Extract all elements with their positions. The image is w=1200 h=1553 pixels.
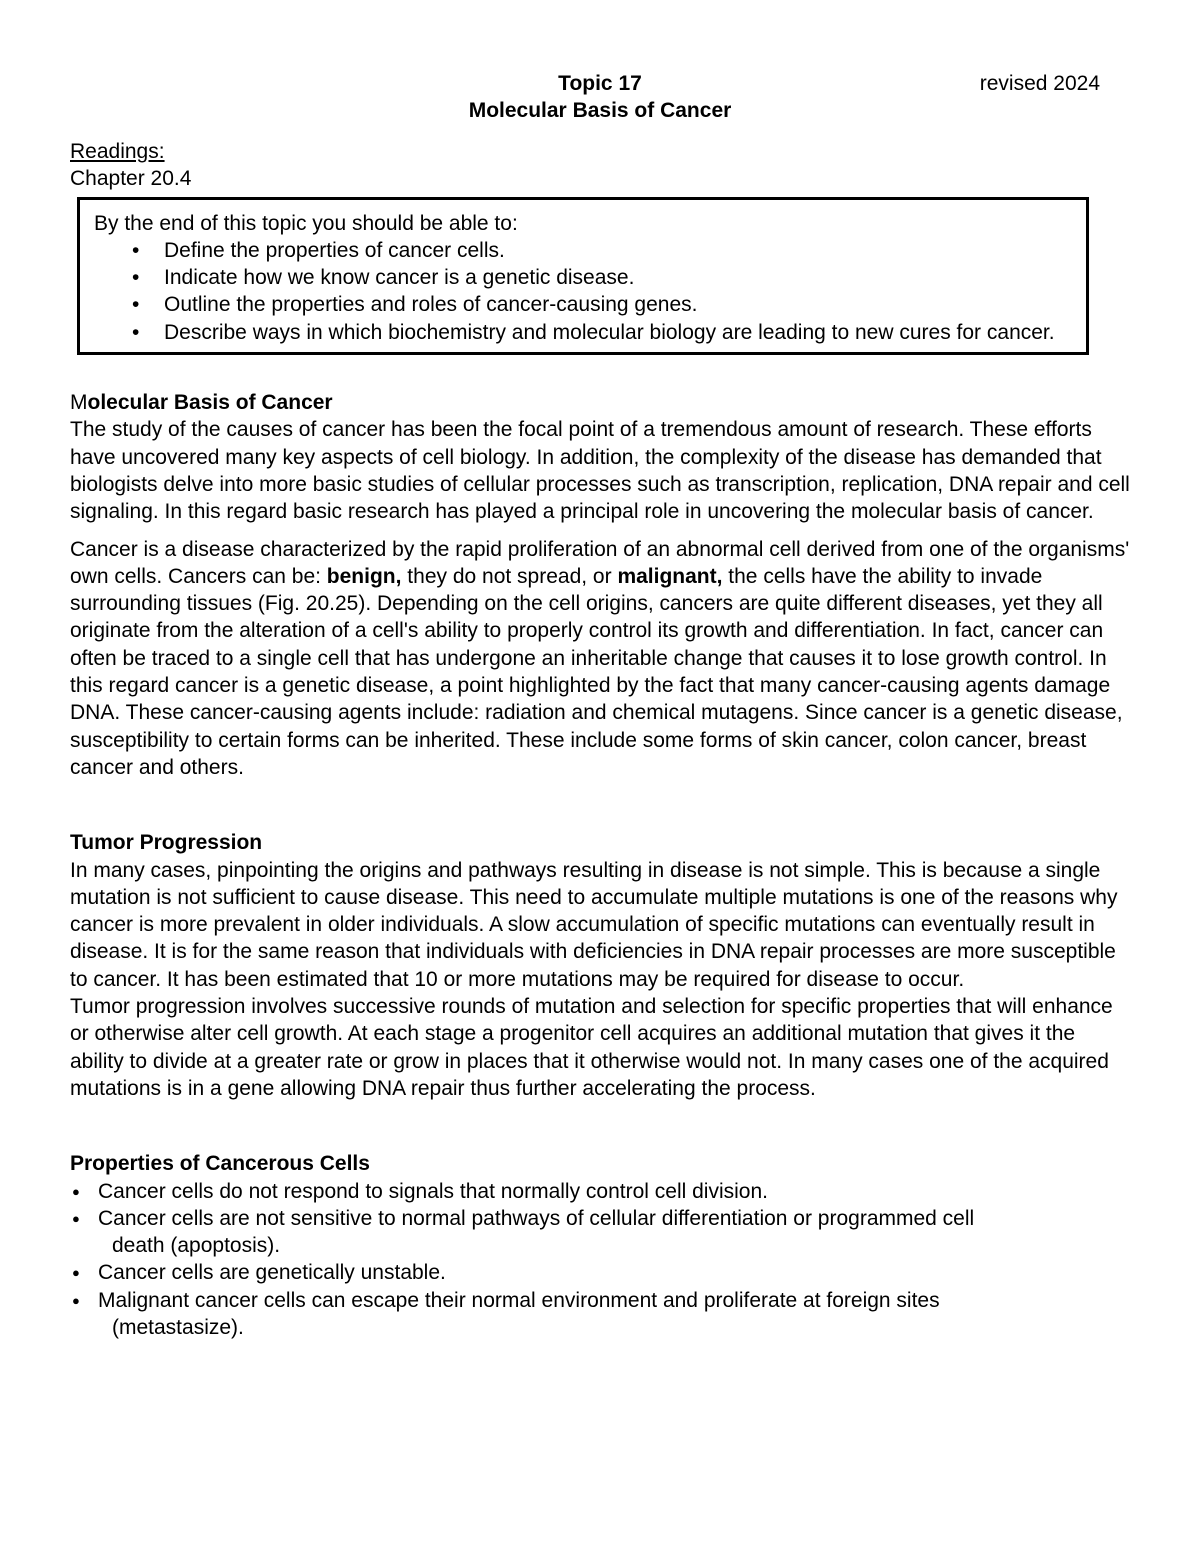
document-header	[70, 70, 1130, 124]
readings-label: Readings:	[70, 140, 165, 163]
heading-initial: M	[70, 391, 88, 415]
topic-number: Topic 17	[558, 72, 642, 95]
objectives-list	[94, 237, 1070, 346]
section-tumor-progression	[70, 829, 1130, 1102]
paragraph: In many cases, pinpointing the origins and pathways resulting in disease is not simple. This is because a single mutation is not sufficient to cause disease. This need to accumulate multiple mutations is one of the reasons why cancer is more prevalent in older individuals. A slow accumulation of specific mutations can eventually result in disease. It is for the same reason that individuals with deficiencies in DNA repair processes are more susceptible to cancer. It has been estimated that 10 or more mutations may be required for disease to occur.	[70, 858, 1118, 991]
page-title: Molecular Basis of Cancer	[468, 99, 732, 122]
paragraph: The study of the causes of cancer has been the focal point of a tremendous amount of research. These efforts have uncovered many key aspects of cell biology. In addition, the complexity of the disease has demanded that biologists delve into more basic studies of cellular processes such as transcription, replication, DNA repair and cell signaling. In this regard basic research has played a principal role in uncovering the molecular basis of cancer.	[70, 418, 1130, 524]
section-properties	[70, 1150, 1130, 1341]
document-page	[70, 70, 1130, 1341]
objective-item: • Describe ways in which biochemistry and molecular biology are leading to new cures for cancer.	[94, 319, 1070, 346]
heading-rest: olecular Basis of Cancer	[87, 391, 333, 415]
text-run: the cells have the ability to invade surrounding tissues (Fig. 20.25). Depending on the cell origins, cancers are quite different diseases, yet they all originate from the alteration of a cell's ability to properly control its growth and differentiation. In fact, cancer can often be traced to a single cell that has undergone an inheritable change that causes it to lose growth control. In this regard cancer is a genetic disease, a point highlighted by the fact that many cancer-causing agents damage DNA. These cancer-causing agents include: radiation and chemical mutagens. Since cancer is a genetic disease, susceptibility to certain forms can be inherited. These include some forms of skin cancer, colon cancer, breast cancer and others.	[70, 564, 1123, 779]
readings-block	[70, 138, 1130, 193]
list-item-text: Cancer cells are genetically unstable.	[98, 1261, 446, 1285]
properties-list	[70, 1178, 1130, 1342]
objectives-intro: By the end of this topic you should be able to:	[94, 211, 518, 235]
bold-term-malignant: malignant,	[617, 564, 723, 588]
objective-item: • Indicate how we know cancer is a genetic disease.	[94, 264, 1070, 291]
list-item	[70, 1205, 1130, 1260]
list-item-continuation: (metastasize).	[112, 1315, 244, 1339]
paragraph	[70, 536, 1130, 782]
list-item	[70, 1178, 1130, 1205]
list-item	[70, 1259, 1130, 1286]
text-run: Cancer is a disease characterized by the rapid proliferation of an abnormal cell derived from one of the organisms' own cells. Cancers can be:	[70, 537, 1130, 588]
paragraph: Tumor progression involves successive rounds of mutation and selection for specific properties that will enhance or otherwise alter cell growth. At each stage a progenitor cell acquires an additional mutation that gives it the ability to divide at a greater rate or grow in places that it otherwise would not. In many cases one of the acquired mutations is in a gene allowing DNA repair thus further accelerating the process.	[70, 995, 1113, 1100]
learning-objectives-box	[77, 197, 1089, 355]
revised-date: revised 2024	[979, 72, 1100, 95]
bold-term-benign: benign,	[326, 564, 402, 588]
section-heading	[70, 389, 1130, 416]
list-item-text: Cancer cells are not sensitive to normal pathways of cellular differentiation or programmed cell	[98, 1206, 975, 1230]
list-item-text: Cancer cells do not respond to signals that normally control cell division.	[98, 1179, 769, 1203]
list-item	[70, 1287, 1130, 1342]
objective-item: • Outline the properties and roles of cancer-causing genes.	[94, 291, 1070, 318]
objective-item: • Define the properties of cancer cells.	[94, 237, 1070, 264]
section-molecular-basis	[70, 389, 1130, 781]
section-heading: Tumor Progression	[70, 831, 263, 855]
text-run: they do not spread, or	[401, 564, 618, 588]
section-heading: Properties of Cancerous Cells	[70, 1152, 370, 1176]
readings-chapter: Chapter 20.4	[70, 167, 192, 191]
list-item-continuation: death (apoptosis).	[112, 1234, 281, 1258]
list-item-text: Malignant cancer cells can escape their normal environment and proliferate at foreign sites	[98, 1288, 940, 1312]
